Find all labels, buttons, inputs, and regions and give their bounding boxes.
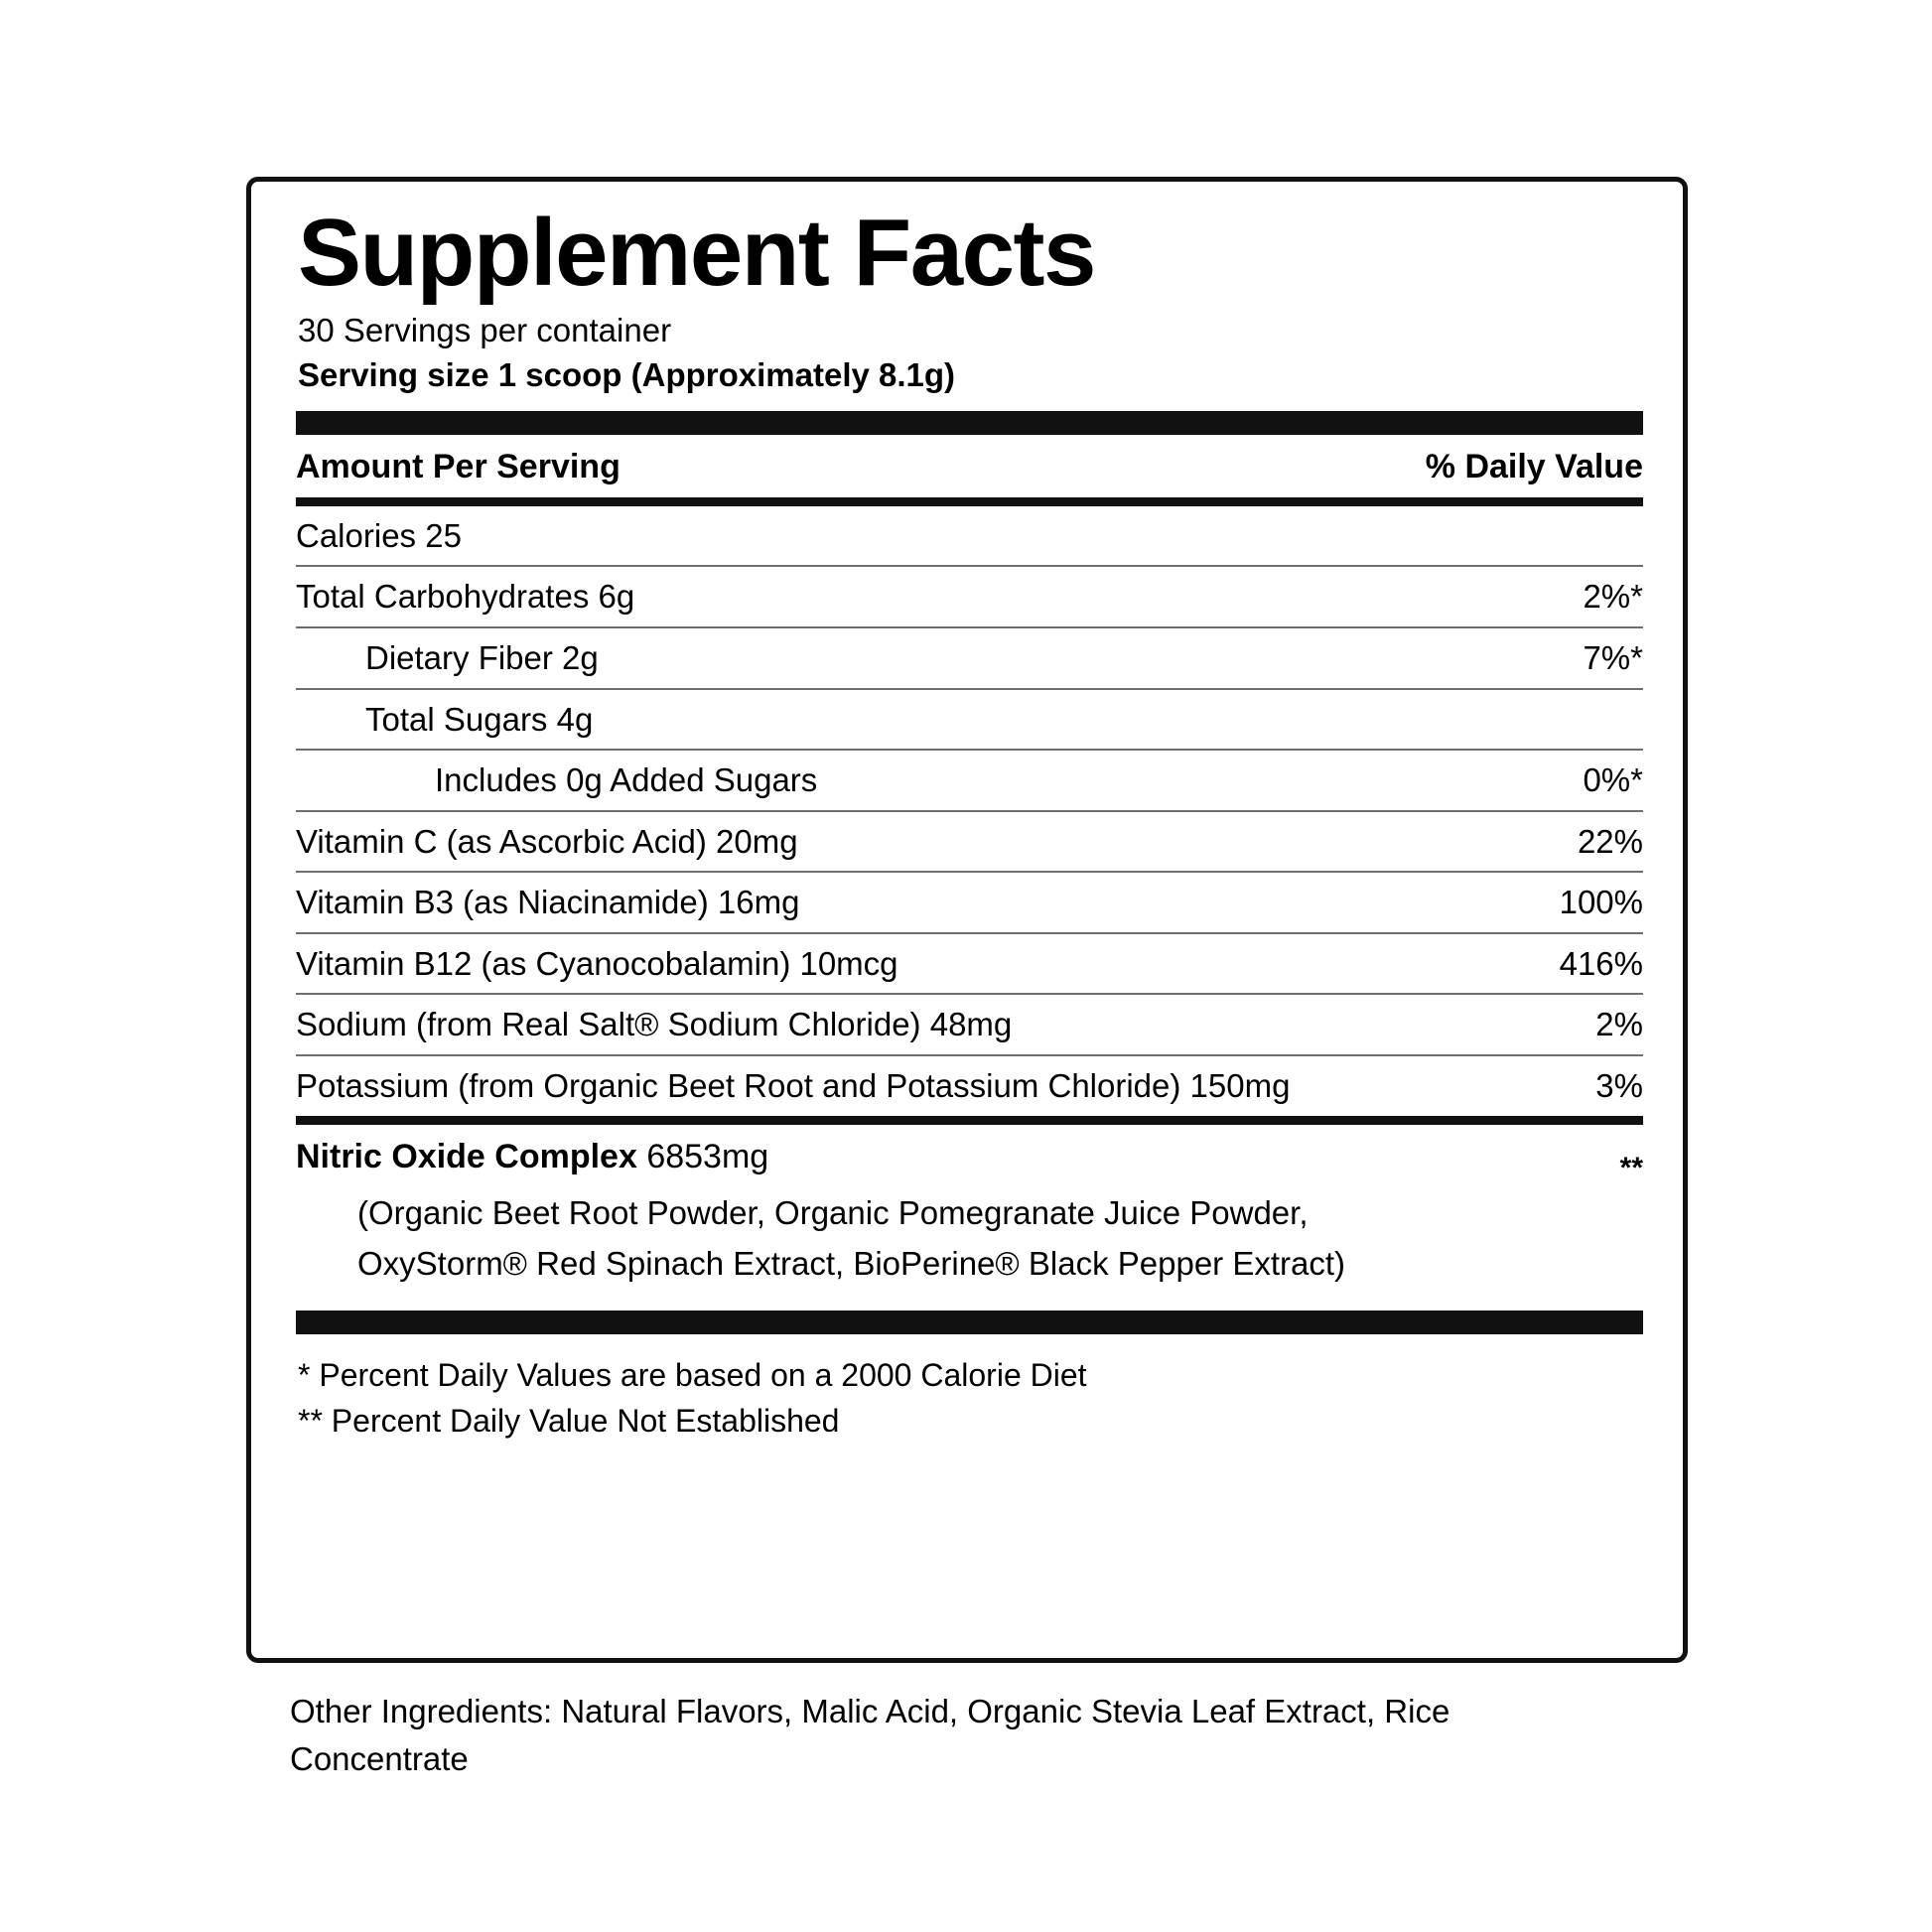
nutrient-dv: 2% [1595,1006,1643,1043]
divider-mid-blend [296,1116,1643,1125]
table-row [296,690,1643,750]
table-header-row [296,435,1643,497]
other-ingredients: Other Ingredients: Natural Flavors, Malic Acid, Organic Stevia Leaf Extract, Rice Concentrate [290,1693,1450,1777]
servings-per-container: 30 Servings per container [298,311,672,348]
blend-dv: ** [1619,1151,1643,1184]
divider-mid-header [296,497,1643,506]
nutrient-name: Calories 25 [296,516,462,554]
footnote-daily-values: * Percent Daily Values are based on a 2000 Calorie Diet [298,1356,1087,1393]
nutrient-dv: 100% [1559,884,1643,921]
table-row [296,628,1643,688]
table-row [296,995,1643,1054]
nutrient-name: Total Sugars 4g [365,700,594,738]
nutrient-name: Dietary Fiber 2g [365,638,599,676]
blend-ingredients-line2: OxyStorm® Red Spinach Extract, BioPerine® Black Pepper Extract) [357,1244,1346,1282]
table-row [296,812,1643,872]
table-row [296,751,1643,810]
nutrient-dv: 3% [1595,1067,1643,1105]
serving-size: Serving size 1 scoop (Approximately 8.1g) [298,356,956,394]
supplement-facts-panel [246,177,1688,1663]
blend-name: Nitric Oxide Complex [296,1137,637,1175]
daily-value-header: % Daily Value [1425,447,1643,485]
blend-row [296,1125,1643,1187]
blend-ingredients-line1: (Organic Beet Root Powder, Organic Pomegranate Juice Powder, [357,1193,1309,1231]
nutrient-dv: 2%* [1583,578,1643,616]
nutrient-name: Total Carbohydrates 6g [296,578,635,616]
table-row [296,506,1643,566]
nutrient-name: Vitamin C (as Ascorbic Acid) 20mg [296,822,798,860]
nutrient-name: Includes 0g Added Sugars [435,761,818,799]
page-title: Supplement Facts [298,200,1095,306]
nutrient-name: Vitamin B3 (as Niacinamide) 16mg [296,884,800,921]
amount-per-serving-header: Amount Per Serving [296,447,621,485]
nutrient-dv: 22% [1577,822,1643,860]
table-row [296,873,1643,932]
footnote-not-established: ** Percent Daily Value Not Established [298,1403,840,1440]
blend-amount: 6853mg [646,1137,769,1175]
blend-ingredients [296,1187,1643,1297]
nutrient-name: Sodium (from Real Salt® Sodium Chloride) 48mg [296,1006,1013,1043]
nutrient-name: Potassium (from Organic Beet Root and Potassium Chloride) 150mg [296,1067,1291,1105]
divider-thick-top [296,411,1643,435]
table-row [296,567,1643,626]
supplement-facts-inner [296,200,1643,1445]
nutrient-name: Vitamin B12 (as Cyanocobalamin) 10mcg [296,944,898,982]
table-row [296,1056,1643,1116]
divider-thick-bottom [296,1311,1643,1334]
nutrient-dv: 0%* [1583,761,1643,799]
footnotes [298,1334,1643,1445]
nutrient-dv: 7%* [1583,638,1643,676]
table-row [296,934,1643,994]
nutrient-dv: 416% [1559,944,1643,982]
